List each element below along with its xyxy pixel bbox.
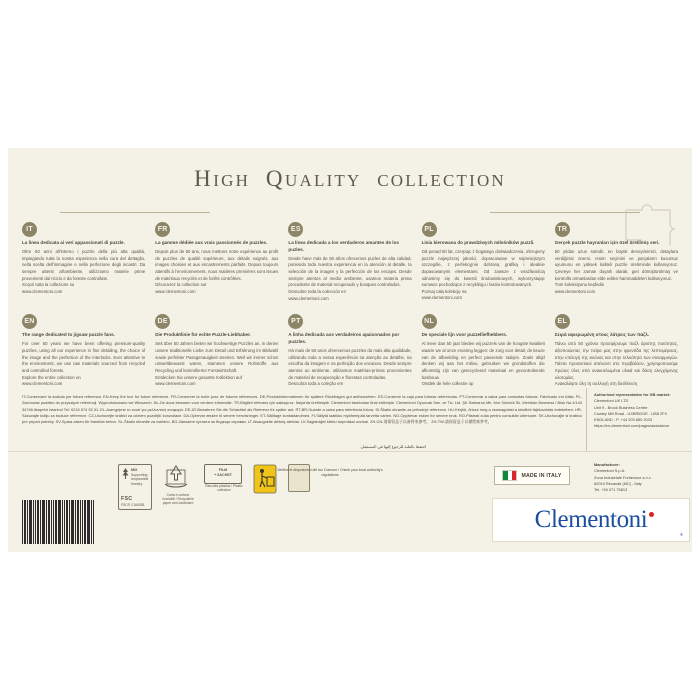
legal-divider — [586, 388, 587, 452]
made-in-italy-label: MADE IN ITALY — [521, 472, 562, 479]
lang-link-it[interactable]: www.clementoni.com — [22, 288, 63, 294]
lang-badge-pt: PT — [288, 314, 303, 329]
lang-heading-nl: De speciale lijn voor puzzelliefhebbers. — [421, 332, 508, 338]
lang-body-el: Πάνω από 50 χρόνια προσφέρουμε παζλ άριστης ποιότητας, αξιοποιώντας την πείρα μας στην φροντίδα της λεπτομέρειας, στην επιλογή της εικόνας και στην τελειότητα των συναρμογών. Πάντα προσεκτικοί απέναντι στο περιβάλλον, χρησιμοποιούμε πρώτες ύλες από ανακυκλωμένα υλικά και δάση ελεγχόμενης υλοτομίας. — [554, 341, 678, 380]
language-blurb-grid — [22, 222, 678, 395]
distributor-line-4: ENGLAND - P. +44 203 880 2033 — [594, 417, 653, 422]
recycle-caption: Carta e cartone riciclabili / Recyclable paper and cardboard — [162, 493, 194, 505]
lang-heading-tr: Gerçek puzzle hayranları için özel üretilmiş seri. — [554, 240, 660, 245]
manufacturer-block — [594, 462, 690, 493]
film-label-line1: FILM — [218, 468, 228, 472]
plastic-film-icon-group — [204, 464, 244, 498]
brand-logo-registered-mark: ® — [680, 532, 683, 537]
lang-block-fr — [155, 222, 278, 302]
italy-flag-icon — [502, 470, 517, 481]
lang-heading-it: La linea dedicata ai veri appassionati di puzzle. — [22, 240, 125, 245]
lang-link-intro-nl: Ontdek de hele collectie op — [421, 381, 474, 387]
lang-link-fr[interactable]: www.clementoni.com — [155, 288, 196, 294]
distributor-block — [594, 392, 688, 430]
lang-body-de: Seit über 50 Jahren bieten wir hochwertige Puzzles an, in denen unsere traditionelle Liebe zum Detail und Erfahrung im Bildwahl sowie perfekter Passgenauigkeit stecken. Weil wir immer schon umweltbewusst waren, stammen unsere Rohstoffe aus Recycling und kontrollierter Forstwirtschaft. — [155, 341, 279, 373]
brand-logo-box — [492, 498, 690, 542]
lang-link-intro-tr: Tüm koleksiyonu keşfedin — [554, 282, 605, 288]
title-rule-right — [490, 212, 640, 213]
film-label-line2: + SACHET — [214, 473, 232, 478]
lang-block-tr — [555, 222, 678, 302]
lang-heading-fr: La gamme dédiée aux vrais passionnés de puzzles. — [155, 240, 268, 245]
lang-block-es — [288, 222, 411, 302]
brand-logo-dot-icon — [649, 512, 654, 517]
brand-logo-text: Clementoni — [534, 506, 648, 533]
manufacturer-line-4: Tel. +39 071 75813 — [594, 487, 628, 492]
lang-block-de — [155, 314, 278, 394]
lang-badge-en: EN — [22, 314, 37, 329]
lang-block-el — [555, 314, 678, 394]
lang-link-intro-el: Ανακαλύψτε όλη τη συλλογή στη διεύθυνση — [554, 381, 638, 387]
lang-body-pl: Od ponad 50 lat, czerpiąc z bogatego doświadczenia, oferujemy puzzle najwyższej jakości, dopracowane w najmniejszym szczególe, z perfekcyjnie dobraną grafiką i idealnie dopasowanymi elementami. Od zawsze z wrażliwością odnosimy się do kwestii środowiskowych, wykorzystując surowce pochodzące z recyklingu i lasów kontrolowanych. — [421, 248, 545, 288]
lang-block-nl — [422, 314, 545, 394]
legal-strip — [8, 388, 692, 452]
fsc-certification-icon — [118, 464, 152, 510]
lang-heading-pt: A linha dedicada aos verdadeiros apaixonados por puzzles. — [288, 332, 400, 345]
collection-title-block — [8, 166, 692, 192]
lang-body-it: Oltre 50 anni all'interno i puzzle della più alta qualità, impiegando tutta la nostra esperienza nella cura del dettaglio, nella scelta dell'immagine e nella perfezione degli incastri. Da sempre attenti all'ambiente, utilizziamo materie prime provenienti dal riciclo e da foreste controllate. — [22, 248, 146, 281]
distributor-line-3: Cowley Mill Road - UXBRIDGE - UB8 2FX — [594, 410, 668, 416]
lang-body-nl: Al meer dan 50 jaar bieden wij puzzels van de hoogste kwaliteit waarin we al onze ervaring leggen: de zorg voor detail, de keuze van de afbeelding en perfect passende stukjes. Zoals altijd denken wij aan het milieu, gebruiken we grondstoffen die afkomstig zijn van gerecycleerd materiaal en gecontroleerde bosbouw. — [421, 341, 545, 380]
title-rule-left — [60, 212, 210, 213]
fsc-brand-label: FSC — [121, 496, 133, 502]
lang-heading-en: The range dedicated to jigsaw puzzle fans. — [22, 332, 115, 338]
made-in-italy-badge — [494, 466, 570, 485]
distributor-website[interactable]: https://en.clementoni.com/pages/assistance — [594, 423, 670, 429]
lang-block-pl — [422, 222, 545, 302]
lang-heading-el: Σειρά αφιερωμένη στους λάτρεις των παζλ. — [554, 332, 650, 338]
lang-block-en — [22, 314, 145, 394]
lang-link-intro-de: Entdecken Sie unsere gesamte Kollektion auf — [155, 374, 242, 380]
page-title: HIGH QUALITY COLLECTION — [194, 166, 506, 191]
lang-link-intro-it: Scopri tutta la collezione su — [22, 282, 75, 288]
lang-body-tr: 50 yıldan uzun süredir, en büyük deneyimimizi, detaylara verdiğimiz önemi, resim seçimini ve parçaların kusursuz uyumunu en yüksek kaliteli puzzle üretiminde kullanıyoruz. Çevreye her zaman duyarlı olarak, geri dönüştürülmüş ve kontrollü ormanlardan elde edilen hammaddeleri kullanıyoruz. — [554, 248, 678, 281]
brand-logo — [535, 506, 648, 534]
lang-badge-it: IT — [22, 222, 37, 237]
footer-bar — [8, 451, 692, 552]
lang-body-pt: Há mais de 50 anos oferecemos puzzles da mais alta qualidade, utilizando toda a nossa experiência na atenção ao detalhe, na escolha da imagem e na perfeição dos encaixes. Desde sempre atentos ao ambiente, utilizamos matérias-primas provenientes de material de recuperação e florestas controladas. — [288, 348, 412, 380]
lang-body-es: Desde hace más de 50 años ofrecemos puzles de alta calidad, poniendo toda nuestra experiencia en la atención al detalle, la selección de la imagen y la perfección de los encajes. Desde siempre atentos al medio ambiente, usamos materia prima procedente de material recuperado y bosques controlados. — [288, 255, 412, 288]
lang-badge-es: ES — [288, 222, 303, 237]
lang-badge-tr: TR — [555, 222, 570, 237]
lang-link-intro-fr: Découvrez la collection sur — [155, 282, 207, 288]
lang-heading-es: La línea dedicada a los verdaderos amantes de los puzles. — [288, 240, 399, 252]
film-sachet-badge — [204, 464, 242, 484]
sorting-note: Verifica le disposizioni del tuo Comune / Check your local authority's regulations — [277, 468, 383, 478]
lang-badge-fr: FR — [155, 222, 170, 237]
lang-body-en: For over 50 years we have been offering premium-quality puzzles, using all our experience in fine detailing, the choice of the image and the perfection of the interlocks. Ever attentive to the environment, we use raw materials sourced from recycled and controlled forests. — [22, 341, 146, 373]
distributor-line-1: Clementoni UK LTD — [594, 398, 629, 404]
lang-link-intro-pl: Poznaj całą kolekcję na — [421, 288, 467, 294]
tree-icon — [122, 468, 129, 479]
lang-block-it — [22, 222, 145, 302]
distributor-heading: Authorised representative for GB market: — [594, 392, 671, 397]
manufacturer-line-2: Zona Industriale Fontenoce s.n.c. — [594, 474, 652, 480]
artwork-panel — [8, 148, 692, 552]
lang-badge-nl: NL — [422, 314, 437, 329]
lang-link-intro-en: Explore the entire collection on — [22, 374, 81, 380]
distributor-line-2: Unit 9 - Brook Business Centre — [594, 404, 648, 410]
lang-badge-de: DE — [155, 314, 170, 329]
lang-heading-de: Die Produktlinie für echte Puzzle-Liebhaber. — [155, 332, 251, 338]
lang-link-en[interactable]: www.clementoni.com — [22, 381, 63, 387]
recyclable-paper-icon-group — [161, 464, 195, 505]
legal-text: IT-Conservare la scatola per futura referenza. EN-Keep the box for future reference. FR-Conserver la boîte pour de futures références. DE-Produktinformationen für spätere Rückfragen gut aufbewahren. ES-Conserve la caja para futuras referencias. PT-Conservar a caixa para consultas futuras. Fabricado em Itália. PL-Zachować pudełko do przyszłych referencji. Wyprodukowano we Włoszech. NL-De doos bewaren voor verdere informatie. TR-Bilgileri referans için saklayınız. İtalya'da üretilmiştir. Clementoni tarafından ithal edilmiştir. Clementoni Oyuncak San. ve Tic. Ltd. Şti. Barbaros Mh. Mor Sümbül Sk. Meridian Business İ Blok No:1/144 34746 Ataşehir İstanbul Tel: 0216 574 93 31. EL-Διατηρήστε το κουτί για μελλοντική αναφορά. DE-AT-Bewahren Sie die Schachtel als Referenz für später auf. RT-BR-Guarde a caixa para referência futura. SI-Škatlo shranite za prihodnje reference. HU-Kérjük, őrizze meg a csomagolást a későbbi tájékozódás érdekében. HR-Sačuvajte kutiju za buduće reference. CZ-Uschovejte krabici za účelem pozdější konzultace. DA-Opbevar æsken til senere henvisninger. ET-Säilitage kontaktandmed. FI-Säilytä laatikko myöhempää tarvetta varten. NO-Oppbevar esken for senere bruk. RO-Păstrați cutia pentru consultări ulterioare. SK-Uschovajte si krabicu pre prípad potreby. SV-Spara asken för framtida behov. SL-Škatlo shranite za vsebino. BG-Запазете кутията за бъдещи справки. LT-Išsaugokite dėžutę ateičiai. LV-Saglabājiet kārbu turpmākai uzziņai. ZH-CN-请保留盒子以备将来参考。 ZH-TW-請保留盒子以備將來參考。 — [22, 394, 582, 425]
lang-link-intro-es: Descubre toda la colección en — [288, 289, 346, 295]
manufacturer-line-1: Clementoni S.p.A. — [594, 468, 626, 474]
lang-link-tr[interactable]: www.clementoni.com — [554, 288, 596, 294]
manufacturer-line-3: 62019 Recanati (MC) - Italy — [594, 480, 642, 486]
lang-heading-pl: Linia kierowana do prawdziwych miłośników puzzli. — [421, 240, 535, 245]
film-caption: Raccolta plastica / Plastic collection — [205, 484, 243, 492]
legal-text-arabic: احتفظ بالعلبة للرجوع إليها في المستقبل. — [359, 444, 427, 449]
lang-block-pt — [288, 314, 411, 394]
lang-link-intro-pt: Descubra toda a coleção em — [288, 381, 344, 387]
fsc-mix-label: MIX — [131, 468, 138, 472]
lang-body-fr: Depuis plus de 50 ans, nous mettons notre expérience au profit de puzzles de qualité supérieure, aux détails soignés, aux images choisies et aux encastrements parfaits. Depuis toujours attentifs à l'environnement, nous matières premières sont issues de matériaux recyclés et de forêts contrôlées. — [155, 248, 279, 281]
lang-link-pl[interactable]: www.clementoni.com — [421, 295, 462, 301]
lang-link-de[interactable]: www.clementoni.com — [155, 381, 196, 387]
manufacturer-heading: Manufacturer: — [594, 462, 620, 467]
lang-badge-el: EL — [555, 314, 570, 329]
recycle-icon — [161, 464, 191, 488]
barcode — [22, 494, 106, 544]
fsc-sub-label: Supporting responsible forestry — [131, 473, 149, 486]
fsc-code-label: FSC® C166038 — [121, 503, 145, 507]
lang-link-es[interactable]: www.clementoni.com — [288, 295, 329, 301]
lang-badge-pl: PL — [422, 222, 437, 237]
